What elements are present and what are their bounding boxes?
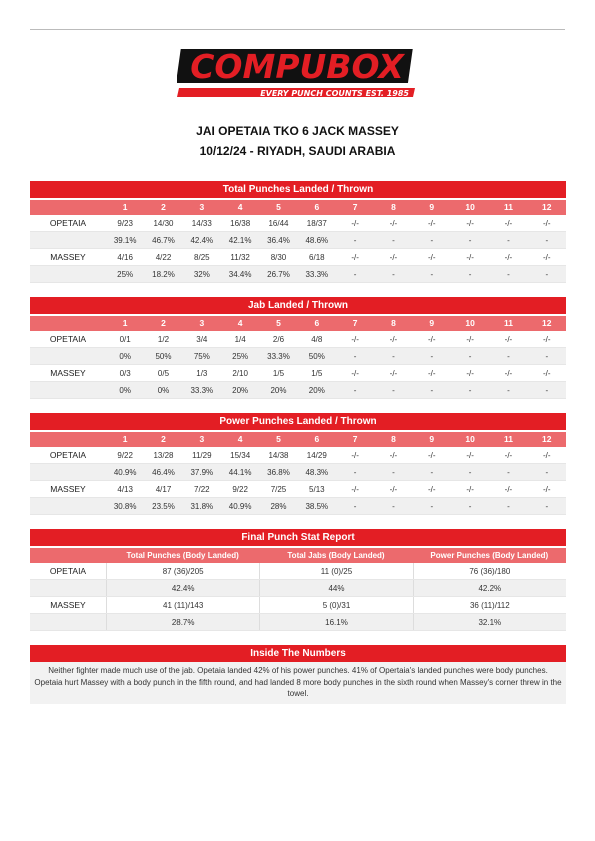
count-cell-r1: 0/1 [119, 335, 131, 344]
final-massey-pct-row [30, 614, 566, 631]
total-massey-pct-row [30, 266, 566, 283]
count-cell-r8: -/- [389, 253, 398, 262]
count-cell-r6: 5/13 [309, 485, 325, 494]
pct-cell-r12: - [545, 502, 549, 511]
total-opetaia-counts-row [30, 215, 566, 232]
final-count-cell: 5 (0)/31 [259, 597, 412, 613]
count-cell-r1: 9/22 [117, 451, 133, 460]
pct-cell-r6: 50% [308, 352, 325, 361]
count-cell-r6: 1/5 [311, 369, 323, 378]
pct-cell-r11: - [507, 468, 510, 477]
count-cell-r2: 1/2 [157, 335, 170, 344]
pct-cell-r6: 48.6% [305, 236, 329, 245]
round-label-5: 5 [276, 318, 281, 328]
count-cell-r1: 9/23 [117, 219, 133, 228]
final-pct-cell: 44% [259, 580, 412, 596]
count-cell-r1: 4/16 [117, 253, 133, 262]
final-stat-columns [30, 548, 566, 563]
round-label-3: 3 [199, 202, 205, 212]
final-col-power: Power Punches (Body Landed) [430, 551, 549, 560]
round-label-7: 7 [352, 202, 358, 212]
final-count-cell: 76 (36)/180 [413, 563, 566, 579]
pct-cell-r9: - [430, 352, 434, 361]
count-cell-r3: 14/33 [191, 219, 212, 228]
count-cell-r11: -/- [504, 451, 513, 460]
round-label-2: 2 [161, 434, 166, 444]
logo-tagline: EVERY PUNCH COUNTS EST. 1985 [260, 89, 409, 98]
count-cell-r3: 11/29 [192, 451, 212, 460]
round-label-4: 4 [237, 318, 243, 328]
pct-cell-r11: - [507, 236, 510, 245]
pct-label-cell [30, 498, 106, 514]
pct-label-cell [30, 266, 106, 282]
pct-cell-r3: 31.8% [190, 502, 214, 511]
round-label-9: 9 [429, 318, 435, 328]
pct-label-cell [30, 348, 106, 364]
pct-cell-r8: - [392, 236, 395, 245]
power-punches-table [30, 413, 566, 515]
count-cell-r2: 4/17 [155, 485, 172, 494]
round-label-7: 7 [352, 434, 358, 444]
total-header: Total Punches Landed / Thrown [30, 181, 566, 198]
pct-cell-r9: - [430, 502, 434, 511]
fighter-name-opetaia: OPETAIA [49, 450, 87, 460]
count-cell-r6: 14/29 [306, 451, 327, 460]
pct-cell-r8: - [392, 270, 395, 279]
jab-corner-cell [30, 316, 106, 331]
round-label-3: 3 [199, 434, 205, 444]
count-cell-r12: -/- [542, 485, 551, 494]
count-cell-r7: -/- [351, 335, 359, 344]
count-cell-r10: -/- [466, 335, 474, 344]
count-cell-r5: 2/6 [272, 335, 285, 344]
count-cell-r3: 8/25 [194, 253, 210, 262]
pct-cell-r1: 25% [117, 270, 134, 279]
count-cell-r11: -/- [504, 485, 513, 494]
total-punches-table [30, 181, 566, 283]
round-label-12: 12 [542, 202, 552, 212]
count-cell-r9: -/- [428, 335, 436, 344]
pct-cell-r7: - [353, 386, 357, 395]
pct-cell-r11: - [507, 352, 510, 361]
pct-cell-r2: 18.2% [152, 270, 175, 279]
count-cell-r6: 6/18 [309, 253, 325, 262]
pct-cell-r10: - [468, 468, 472, 477]
pct-cell-r6: 20% [308, 386, 325, 395]
count-cell-r12: -/- [542, 219, 551, 228]
pct-cell-r5: 20% [270, 386, 287, 395]
count-cell-r7: -/- [351, 219, 359, 228]
count-cell-r5: 8/30 [270, 253, 287, 262]
pct-cell-r10: - [468, 386, 472, 395]
fighter-name-opetaia: OPETAIA [49, 218, 87, 228]
count-cell-r8: -/- [389, 335, 398, 344]
final-pct-label-cell [30, 580, 106, 596]
pct-cell-r1: 0% [119, 386, 131, 395]
round-label-4: 4 [237, 434, 243, 444]
count-cell-r6: 4/8 [311, 335, 323, 344]
pct-cell-r6: 48.3% [305, 468, 329, 477]
count-cell-r1: 4/13 [117, 485, 133, 494]
power-massey-counts-row [30, 481, 566, 498]
pct-cell-r10: - [468, 236, 472, 245]
pct-cell-r8: - [392, 386, 395, 395]
pct-cell-r4: 44.1% [228, 468, 252, 477]
final-col-jabs: Total Jabs (Body Landed) [287, 551, 385, 560]
count-cell-r4: 1/4 [234, 335, 246, 344]
count-cell-r11: -/- [504, 369, 513, 378]
final-pct-cell: 42.4% [106, 580, 259, 596]
final-opetaia-counts-row [30, 563, 566, 580]
count-cell-r9: -/- [428, 451, 436, 460]
count-cell-r10: -/- [466, 369, 474, 378]
pct-cell-r7: - [353, 352, 357, 361]
round-label-11: 11 [503, 202, 513, 212]
pct-cell-r12: - [545, 270, 549, 279]
round-label-1: 1 [122, 434, 128, 444]
count-cell-r9: -/- [428, 369, 436, 378]
pct-cell-r11: - [507, 386, 510, 395]
count-cell-r5: 1/5 [272, 369, 285, 378]
count-cell-r10: -/- [466, 451, 474, 460]
count-cell-r12: -/- [542, 335, 551, 344]
pct-cell-r5: 26.7% [267, 270, 290, 279]
fight-title: JAI OPETAIA TKO 6 JACK MASSEY [196, 124, 399, 138]
round-label-10: 10 [465, 202, 475, 212]
count-cell-r9: -/- [428, 253, 436, 262]
pct-cell-r3: 42.4% [190, 236, 214, 245]
round-label-3: 3 [199, 318, 205, 328]
count-cell-r8: -/- [389, 451, 398, 460]
final-count-cell: 11 (0)/25 [259, 563, 412, 579]
final-col-total: Total Punches (Body Landed) [126, 551, 239, 560]
final-count-cell: 36 (11)/112 [413, 597, 566, 613]
pct-cell-r3: 75% [193, 352, 210, 361]
round-label-5: 5 [276, 202, 281, 212]
power-round-header [30, 432, 566, 447]
pct-cell-r4: 40.9% [228, 502, 252, 511]
power-header: Power Punches Landed / Thrown [30, 413, 566, 430]
count-cell-r3: 7/22 [194, 485, 210, 494]
round-label-4: 4 [237, 202, 243, 212]
compubox-logo [177, 47, 417, 105]
count-cell-r10: -/- [466, 253, 474, 262]
pct-cell-r7: - [353, 236, 357, 245]
pct-cell-r3: 37.9% [190, 468, 214, 477]
pct-cell-r1: 30.8% [113, 502, 137, 511]
top-rule [30, 29, 565, 30]
pct-cell-r1: 40.9% [113, 468, 137, 477]
round-label-11: 11 [503, 434, 513, 444]
final-count-cell: 41 (11)/143 [106, 597, 259, 613]
count-cell-r3: 1/3 [196, 369, 208, 378]
power-opetaia-counts-row [30, 447, 566, 464]
count-cell-r12: -/- [542, 253, 551, 262]
count-cell-r2: 0/5 [157, 369, 170, 378]
power-opetaia-pct-row [30, 464, 566, 481]
total-massey-counts-row [30, 249, 566, 266]
power-massey-pct-row [30, 498, 566, 515]
count-cell-r3: 3/4 [196, 335, 208, 344]
pct-cell-r3: 32% [193, 270, 210, 279]
count-cell-r4: 11/32 [230, 253, 250, 262]
pct-cell-r12: - [545, 352, 549, 361]
inside-numbers-header: Inside The Numbers [30, 645, 566, 662]
pct-cell-r7: - [353, 270, 357, 279]
final-stat-header: Final Punch Stat Report [30, 529, 566, 546]
count-cell-r4: 15/34 [230, 451, 251, 460]
pct-cell-r8: - [392, 352, 395, 361]
pct-cell-r8: - [392, 502, 395, 511]
final-fighter-name-opetaia: OPETAIA [49, 566, 87, 576]
count-cell-r12: -/- [542, 369, 551, 378]
count-cell-r10: -/- [466, 485, 474, 494]
round-label-1: 1 [122, 202, 128, 212]
pct-cell-r9: - [430, 468, 434, 477]
round-label-9: 9 [429, 434, 435, 444]
pct-cell-r2: 23.5% [152, 502, 175, 511]
final-rows [30, 563, 566, 631]
count-cell-r6: 18/37 [306, 219, 327, 228]
count-cell-r4: 16/38 [230, 219, 251, 228]
jab-opetaia-counts-row [30, 331, 566, 348]
round-label-6: 6 [314, 434, 320, 444]
round-label-10: 10 [465, 318, 475, 328]
count-cell-r4: 2/10 [232, 369, 248, 378]
count-cell-r11: -/- [504, 335, 513, 344]
fighter-name-massey: MASSEY [50, 368, 86, 378]
total-round-header [30, 200, 566, 215]
pct-label-cell [30, 464, 106, 480]
final-pct-cell: 42.2% [413, 580, 566, 596]
count-cell-r2: 4/22 [155, 253, 172, 262]
round-label-7: 7 [352, 318, 358, 328]
round-label-5: 5 [276, 434, 281, 444]
count-cell-r8: -/- [389, 369, 398, 378]
inside-numbers-section [30, 645, 566, 704]
pct-cell-r12: - [545, 468, 549, 477]
final-pct-cell: 28.7% [106, 614, 259, 630]
pct-cell-r5: 28% [270, 502, 287, 511]
count-cell-r2: 13/28 [153, 451, 174, 460]
pct-cell-r3: 33.3% [190, 386, 214, 395]
pct-cell-r9: - [430, 236, 434, 245]
round-label-11: 11 [503, 318, 513, 328]
round-label-8: 8 [391, 318, 396, 328]
pct-cell-r12: - [545, 236, 549, 245]
count-cell-r7: -/- [351, 451, 359, 460]
pct-cell-r12: - [545, 386, 549, 395]
jab-massey-counts-row [30, 365, 566, 382]
jab-table [30, 297, 566, 399]
pct-cell-r9: - [430, 386, 434, 395]
final-pct-label-cell [30, 614, 106, 630]
final-fighter-name-massey: MASSEY [50, 600, 86, 610]
pct-cell-r2: 50% [155, 352, 172, 361]
count-cell-r2: 14/30 [153, 219, 174, 228]
pct-cell-r10: - [468, 502, 472, 511]
round-label-6: 6 [314, 318, 320, 328]
round-label-8: 8 [391, 434, 396, 444]
final-pct-cell: 32.1% [413, 614, 566, 630]
count-cell-r5: 14/38 [268, 451, 289, 460]
count-cell-r7: -/- [351, 369, 359, 378]
pct-cell-r5: 33.3% [267, 352, 290, 361]
pct-cell-r4: 34.4% [228, 270, 252, 279]
count-cell-r11: -/- [504, 253, 513, 262]
pct-label-cell [30, 232, 106, 248]
round-label-2: 2 [161, 318, 166, 328]
count-cell-r9: -/- [428, 219, 436, 228]
fighter-name-opetaia: OPETAIA [49, 334, 87, 344]
pct-cell-r2: 0% [157, 386, 170, 395]
final-stat-table [30, 529, 566, 631]
final-opetaia-pct-row [30, 580, 566, 597]
count-cell-r9: -/- [428, 485, 436, 494]
pct-cell-r4: 25% [232, 352, 249, 361]
final-corner-cell [30, 548, 106, 563]
count-cell-r10: -/- [466, 219, 474, 228]
round-label-6: 6 [314, 202, 320, 212]
round-label-8: 8 [391, 202, 396, 212]
round-label-2: 2 [161, 202, 166, 212]
round-label-12: 12 [542, 434, 552, 444]
pct-cell-r1: 39.1% [113, 236, 137, 245]
final-pct-cell: 16.1% [259, 614, 412, 630]
total-opetaia-pct-row [30, 232, 566, 249]
pct-cell-r7: - [353, 502, 357, 511]
round-label-12: 12 [542, 318, 552, 328]
power-corner-cell [30, 432, 106, 447]
pct-cell-r2: 46.7% [152, 236, 175, 245]
count-cell-r8: -/- [389, 485, 398, 494]
pct-cell-r5: 36.8% [267, 468, 290, 477]
final-count-cell: 87 (36)/205 [106, 563, 259, 579]
jab-opetaia-pct-row [30, 348, 566, 365]
count-cell-r8: -/- [389, 219, 398, 228]
jab-massey-pct-row [30, 382, 566, 399]
pct-cell-r7: - [353, 468, 357, 477]
count-cell-r7: -/- [351, 253, 359, 262]
count-cell-r11: -/- [504, 219, 513, 228]
jab-round-header [30, 316, 566, 331]
fighter-name-massey: MASSEY [50, 252, 86, 262]
count-cell-r5: 7/25 [270, 485, 287, 494]
fight-subtitle: 10/12/24 - RIYADH, SAUDI ARABIA [199, 144, 396, 158]
count-cell-r7: -/- [351, 485, 359, 494]
jab-header: Jab Landed / Thrown [30, 297, 566, 314]
round-label-1: 1 [122, 318, 128, 328]
pct-cell-r9: - [430, 270, 434, 279]
pct-cell-r6: 38.5% [305, 502, 329, 511]
pct-cell-r4: 20% [232, 386, 249, 395]
pct-label-cell [30, 382, 106, 398]
pct-cell-r5: 36.4% [267, 236, 290, 245]
pct-cell-r6: 33.3% [305, 270, 329, 279]
fighter-name-massey: MASSEY [50, 484, 86, 494]
pct-cell-r10: - [468, 270, 472, 279]
round-label-9: 9 [429, 202, 435, 212]
count-cell-r5: 16/44 [268, 219, 289, 228]
count-cell-r1: 0/3 [119, 369, 131, 378]
final-massey-counts-row [30, 597, 566, 614]
inside-numbers-text: Neither fighter made much use of the jab. Opetaia landed 42% of his power punches. 41% of Opertaia's landed punches were body punches. Opetaia hurt Massey with a body punch in the fifth round, and had landed 8 more body punches in the sixth round when Massey's corner threw in the towel. [30, 662, 566, 704]
count-cell-r4: 9/22 [232, 485, 248, 494]
pct-cell-r2: 46.4% [152, 468, 175, 477]
pct-cell-r11: - [507, 270, 510, 279]
pct-cell-r8: - [392, 468, 395, 477]
pct-cell-r4: 42.1% [228, 236, 252, 245]
count-cell-r12: -/- [542, 451, 551, 460]
pct-cell-r11: - [507, 502, 510, 511]
pct-cell-r10: - [468, 352, 472, 361]
total-corner-cell [30, 200, 106, 215]
round-label-10: 10 [465, 434, 475, 444]
pct-cell-r1: 0% [119, 352, 131, 361]
logo-wordmark: COMPUBOX [190, 47, 404, 86]
